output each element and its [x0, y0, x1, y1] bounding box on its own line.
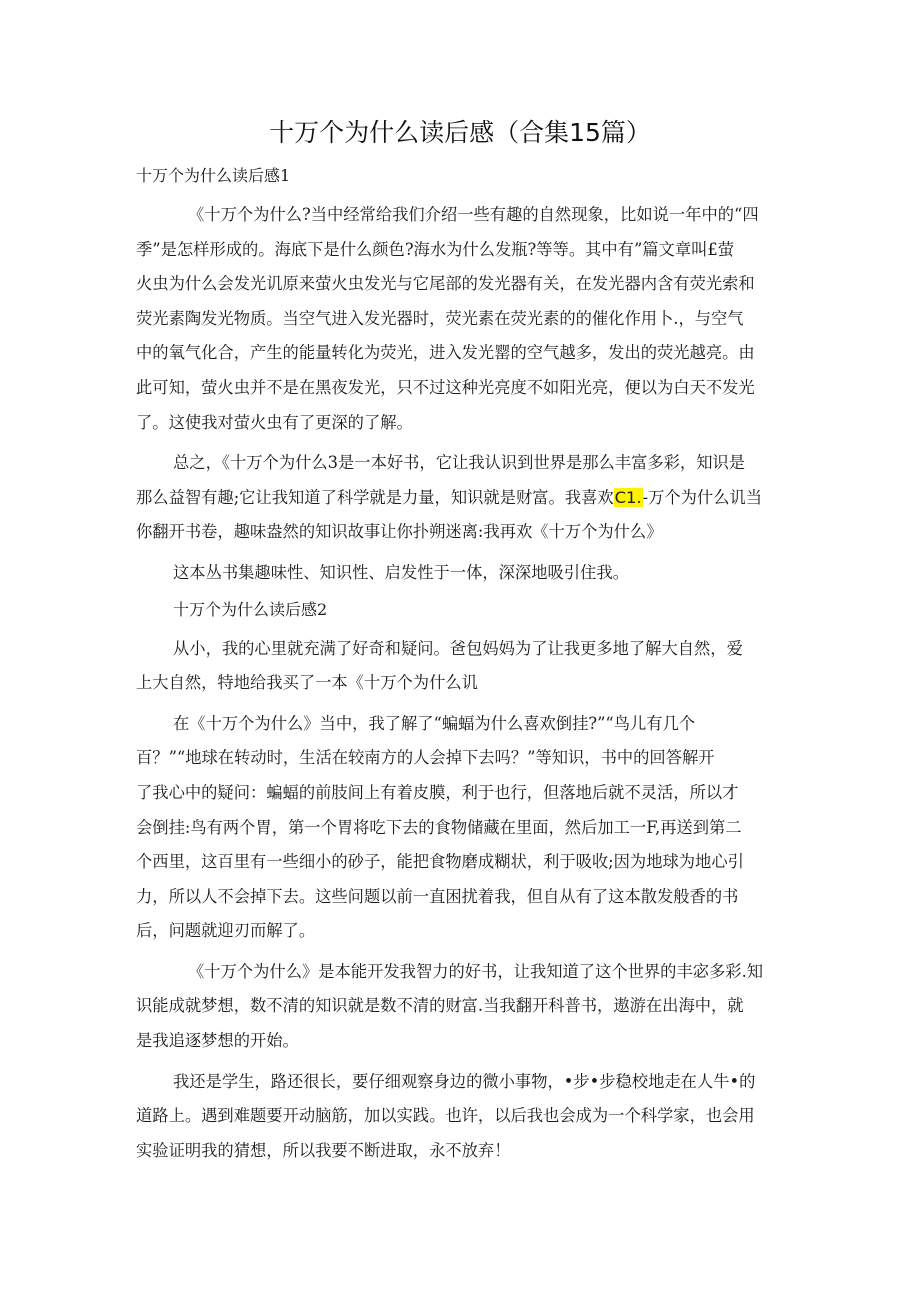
text-line: 实验证明我的猜想，所以我要不断进取，永不放弃！: [136, 1140, 511, 1160]
text-line: 上大自然，特地给我买了一本《十万个为什么讥: [136, 673, 478, 693]
text-line: 个西里，这百里有一些细小的砂子，能把食物磨成糊状，利于吸收;因为地球为地心引: [136, 852, 744, 872]
paragraph-s2-p3: [136, 955, 784, 1059]
text-line: 中的氧气化合，产生的能量转化为荧光，进入发光罂的空气越多，发出的荧光越亮。由: [136, 343, 755, 363]
text-line: 道路上。遇到难题要开动脑筋，加以实践。也许，以后我也会成为一个科学家，也会用: [136, 1106, 755, 1126]
section-heading-1: 十万个为什么读后感1: [136, 166, 291, 185]
paragraph-s1-p1: [136, 198, 784, 440]
text-line: 了我心中的疑问：蝙蝠的前肢间上有着皮膜，利于也行，但落地后就不灵活，所以才: [136, 782, 739, 802]
text-line: 百？”“地球在转动时，生活在较南方的人会掉下去吗？”等知识，书中的回答解开: [136, 748, 715, 768]
text-line: 是我追逐梦想的开始。: [136, 1031, 299, 1051]
text-line: 后，问题就迎刃而解了。: [136, 921, 316, 941]
text-line: 识能成就梦想，数不清的知识就是数不清的财富.当我翻开科普书，遨游在出海中，就: [136, 996, 744, 1016]
text-segment: 那么益智有趣;它让我知道了科学就是力量，知识就是财富。我喜欢: [136, 487, 614, 507]
text-line: 这本丛书集趣味性、知识性、启发性于一体，深深地吸引住我。: [173, 562, 629, 582]
text-line: 火虫为什么会发光讥原来萤火虫发光与它尾部的发光器有关，在发光器内含有荧光索和: [136, 274, 755, 294]
section-heading-2: 十万个为什么读后感2: [173, 599, 328, 619]
paragraph-s2-p1: [136, 632, 784, 701]
text-line: 你翻开书卷，趣味盎然的知识故事让你扑朔迷离:我再欢《十万个为什么》: [136, 522, 663, 542]
text-line: 《十万个为什么》是本能开发我智力的好书，让我知道了这个世界的丰宓多彩.知: [188, 961, 764, 981]
paragraph-s1-p3: [136, 556, 784, 591]
document-title: 十万个为什么读后感（合集15篇）: [269, 118, 651, 147]
document-body: [136, 161, 784, 1174]
text-line: [136, 481, 784, 516]
paragraph-s2-p4: [136, 1065, 784, 1169]
text-line: 了。这使我对萤火虫有了更深的了解。: [136, 412, 413, 432]
text-line: 《十万个为什么?当中经常给我们介绍一些有趣的自然现象，比如说一年中的“四: [188, 205, 759, 224]
text-line: 从小，我的心里就充满了好奇和疑问。爸包妈妈为了让我更多地了解大自然，爱: [173, 638, 743, 658]
text-line: 季”是怎样形成的。海底下是什么颜色?海水为什么发瓶?等等。其中有”篇文章叫£萤: [136, 239, 735, 259]
text-line: 我还是学生，路还很长，要仔细观察身边的微小事物，•步•步稳校地走在人牛•的: [173, 1071, 756, 1091]
text-line: 总之，《十万个为什么3是一本好书，它让我认识到世界是那么丰富多彩，知识是: [173, 453, 746, 473]
text-line: 在《十万个为什么》当中，我了解了“蝙蝠为什么喜欢倒挂?”“鸟儿有几个: [173, 713, 696, 733]
paragraph-s2-p2: [136, 707, 784, 949]
text-segment: -万个为什么讥当: [642, 487, 763, 507]
text-line: 此可知，萤火虫并不是在黑夜发光，只不过这种光亮度不如阳光亮，便以为白天不发光: [136, 377, 755, 397]
text-line: 荧光素陶发光物质。当空气进入发光器时，荧光素在荧光素的的催化作用卜.，与空气: [136, 308, 744, 328]
paragraph-s1-p2: [136, 446, 784, 550]
highlighted-text: C1.: [614, 487, 642, 507]
text-line: 会倒挂:鸟有两个胃，第一个胃将吃下去的食物储藏在里面，然后加工一F,再送到第二: [136, 817, 742, 837]
text-line: 力，所以人不会掉下去。这些问题以前一直困扰着我，但自从有了这本散发般香的书: [136, 886, 739, 906]
